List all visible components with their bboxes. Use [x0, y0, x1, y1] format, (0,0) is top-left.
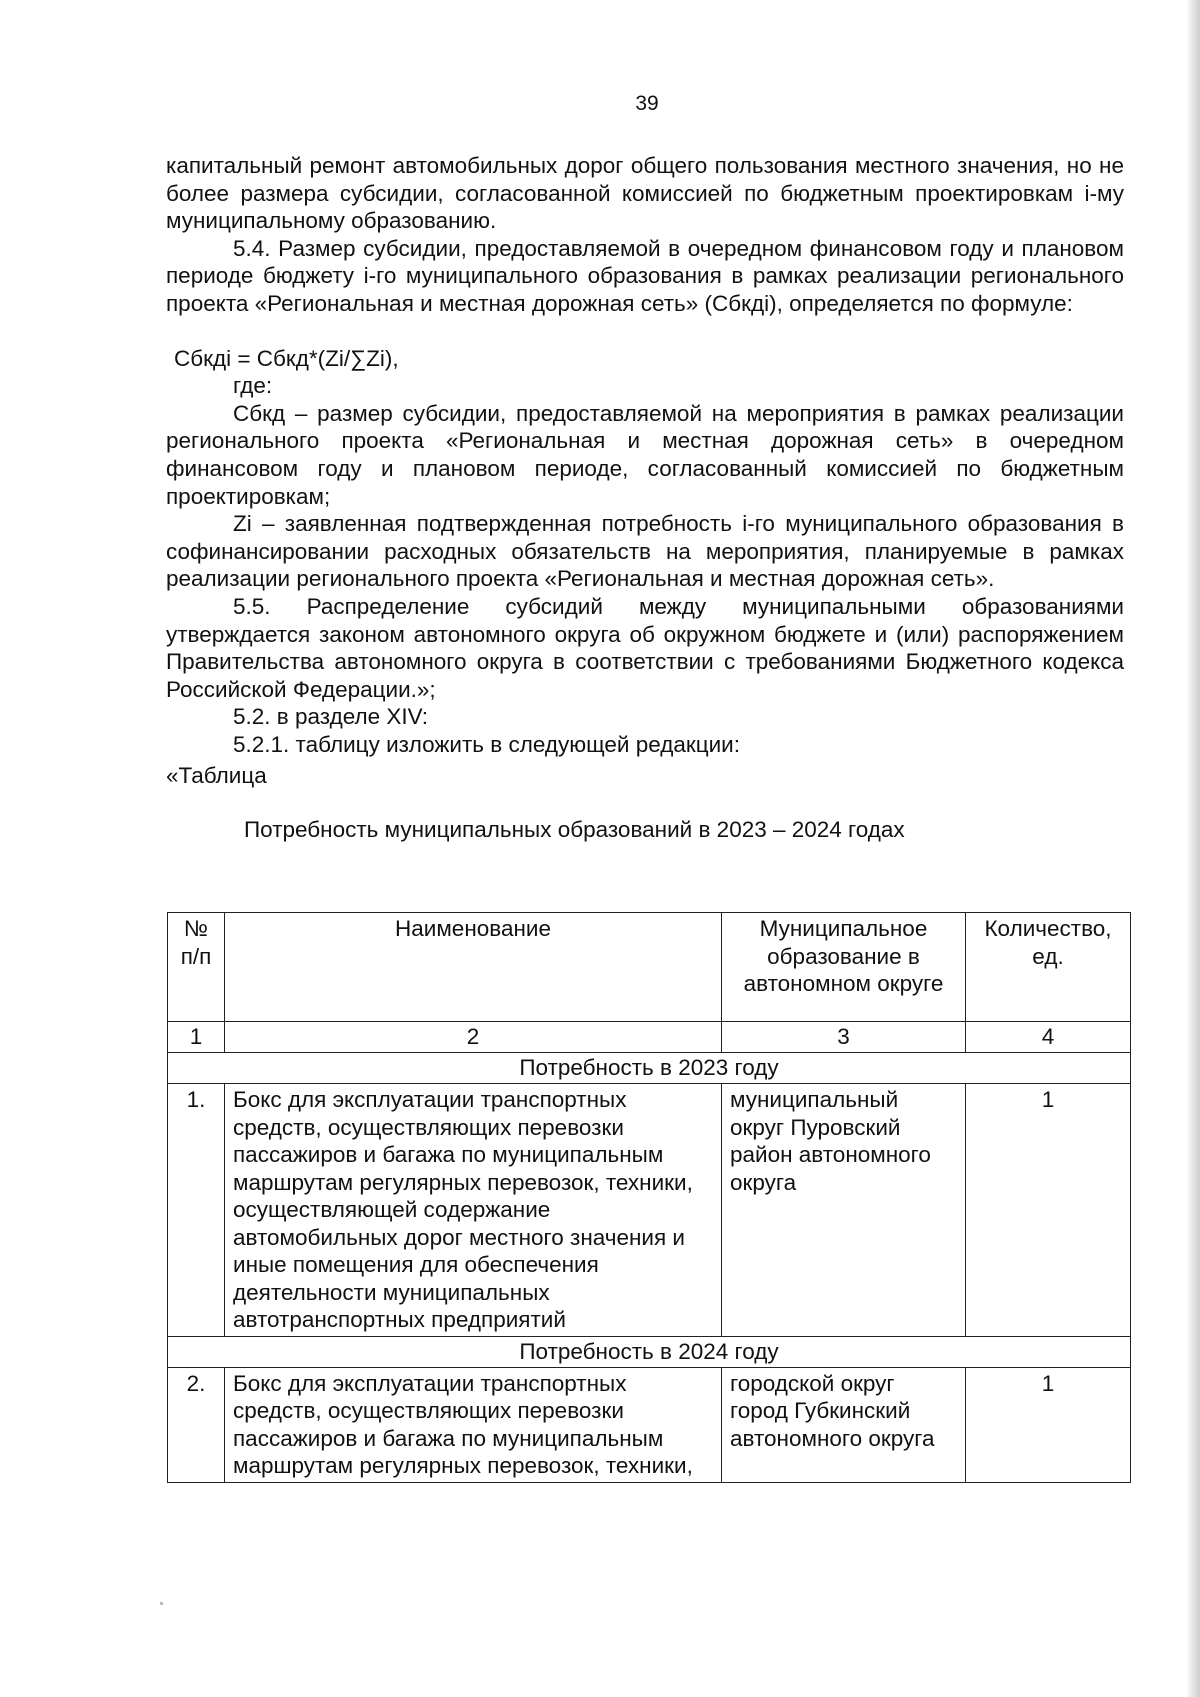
row-municipality: муниципальный округ Пуровский район автономного округа: [722, 1084, 966, 1337]
column-number: 1: [168, 1022, 225, 1053]
column-number: 2: [225, 1022, 722, 1053]
column-number: 4: [966, 1022, 1131, 1053]
paragraph-5-2: 5.2. в разделе XIV:: [233, 704, 429, 730]
paragraph-continuation: капитальный ремонт автомобильных дорог общего пользования местного значения, но не более размера субсидии, согласованной комиссией по бюджетным проектировкам i-му муниципальному образованию.: [166, 153, 1124, 234]
where-label: где:: [233, 373, 273, 399]
paragraph-5-5: 5.5. Распределение субсидий между муниципальными образованиями утверждается законом автономного округа об окружном бюджете и (или) распоряжением Правительства автономного округа в соответствии с требованиями Бюджетного кодекса Российской Федерации.»;: [166, 593, 1124, 702]
table-title: Потребность муниципальных образований в 2023 – 2024 годах: [244, 817, 905, 843]
section-row-2024: [168, 1336, 1131, 1367]
row-name: Бокс для эксплуатации транспортных средств, осуществляющих перевозки пассажиров и багажа по муниципальным маршрутам регулярных перевозок, техники,: [225, 1367, 722, 1482]
needs-table: [167, 912, 1131, 1483]
row-name: Бокс для эксплуатации транспортных средств, осуществляющих перевозки пассажиров и багажа по муниципальным маршрутам регулярных перевозок, техники, осуществляющей содержание автомобильных дорог местного значения и иные помещения для обеспечения деятельности муниципальных автотранспортных предприятий: [225, 1084, 722, 1337]
header-num: № п/п: [168, 913, 225, 1022]
paragraph-sbkd-definition: Сбкд – размер субсидии, предоставляемой на мероприятия в рамках реализации регионального проекта «Региональная и местная дорожная сеть» в очередном финансовом году и плановом периоде, согласованный комиссией по бюджетным проектировкам;: [166, 400, 1124, 509]
row-quantity: 1: [966, 1084, 1131, 1337]
column-number: 3: [722, 1022, 966, 1053]
column-number-row: [168, 1022, 1131, 1053]
scan-speck: [160, 1602, 163, 1605]
paragraph-5-4: 5.4. Размер субсидии, предоставляемой в очередном финансовом году и плановом периоде бюджету i-го муниципального образования в рамках реализации регионального проекта «Региональная и местная дорожная сеть» (Сбкдi), определяется по формуле:: [166, 235, 1124, 316]
row-municipality: городской округ город Губкинский автономного округа: [722, 1367, 966, 1482]
header-municipality: Муниципальное образование в автономном округе: [722, 913, 966, 1022]
section-row-2023: [168, 1053, 1131, 1084]
row-num: 2.: [168, 1367, 225, 1482]
page-number: 39: [635, 92, 659, 115]
table-row: [168, 1367, 1131, 1482]
paragraph-zi-definition: Zi – заявленная подтвержденная потребность i-го муниципального образования в софинансировании расходных обязательств на мероприятия, планируемые в рамках реализации регионального проекта «Региональная и местная дорожная сеть».: [166, 511, 1124, 592]
row-num: 1.: [168, 1084, 225, 1337]
header-quantity: Количество, ед.: [966, 913, 1131, 1022]
table-label: «Таблица: [166, 763, 267, 789]
formula: Сбкдi = Сбкд*(Zi/∑Zi),: [174, 345, 399, 371]
scan-edge: [1186, 0, 1200, 1697]
table-row: [168, 1084, 1131, 1337]
table-header-row: [168, 913, 1131, 1022]
row-quantity: 1: [966, 1367, 1131, 1482]
section-title: Потребность в 2023 году: [168, 1053, 1131, 1084]
section-title: Потребность в 2024 году: [168, 1336, 1131, 1367]
paragraph-5-2-1: 5.2.1. таблицу изложить в следующей редакции:: [233, 731, 740, 757]
header-name: Наименование: [225, 913, 722, 1022]
document-body: [166, 152, 1124, 844]
